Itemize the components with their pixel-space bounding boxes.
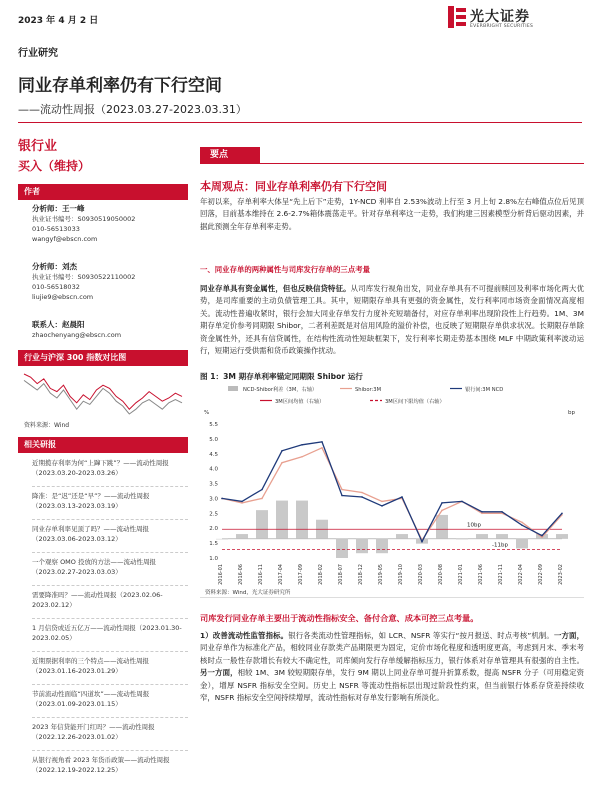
series-point [381, 505, 383, 507]
spread-bar [296, 501, 308, 539]
bottom-paragraph [200, 630, 584, 704]
figure-source: 资料来源：Wind，光大证券研究所 [205, 590, 291, 596]
series-line [222, 448, 562, 540]
bottom-text-1: 银行各类流动性管理指标，如 LCR、NSFR 等实行“按月报送、时点考核”机制。 [288, 631, 554, 640]
figure-container [200, 380, 584, 586]
x-tick-label: 2019-10 [398, 564, 404, 585]
x-tick-label: 2022-09 [538, 564, 544, 585]
legend-entry: NCD-Shibor利差（3M，右轴） [243, 387, 318, 393]
bottom-lead-3: 另一方面， [200, 668, 238, 678]
x-tick-label: 2016-06 [238, 564, 244, 585]
author-cert: 执业证书编号：S0930519050002 [32, 215, 136, 223]
y-tick-label: 3.0 [209, 496, 218, 503]
x-tick-label: 2017-09 [298, 564, 304, 585]
related-separator [32, 519, 188, 520]
author-phone: 010-56518032 [32, 283, 80, 291]
series-point [281, 462, 283, 464]
related-report-link[interactable]: 降准：是“迟”还是“早”？——流动性周报（2023.03.13-2023.03.19） [32, 492, 150, 510]
author-cert: 执业证书编号：S0930522110002 [32, 273, 136, 281]
spread-bar [216, 539, 228, 540]
mini-chart-header: 行业与沪深 300 指数对比图 [18, 350, 188, 366]
author-block [32, 204, 135, 244]
x-tick-label: 2016-01 [218, 564, 224, 585]
related-report-link[interactable]: 近期票据利率的三个特点——流动性周报（2023.01.16-2023.01.29） [32, 657, 149, 675]
intro-paragraph: 年初以来，存单利率大体呈“先上后下”走势，1Y-NCD 利率自 2.53%波动上行至 3 月上旬 2.8%左右峰值点位后见顶回落，目前基本维持在 2.6-2.7%箱体震荡走平。针对存单利率这一走势，我们构建三因素模型分析背后驱动因素，并据此预测全年存单利率走势。 [200, 197, 584, 231]
title-divider [18, 122, 582, 123]
series-point [301, 444, 303, 446]
figure-divider [200, 597, 584, 598]
series-point [361, 496, 363, 498]
series-point [221, 498, 223, 500]
series-point [421, 541, 423, 543]
spread-bar [276, 501, 288, 539]
logo-en: EVERBRIGHT SECURITIES [470, 24, 534, 29]
author-email[interactable]: wangyf@ebscn.com [32, 235, 98, 243]
x-tick-label: 2021-11 [498, 564, 504, 585]
x-tick-label: 2020-08 [438, 564, 444, 585]
series-point [241, 502, 243, 504]
legend-entry: Shibor:3M [355, 387, 382, 393]
viewpoint-heading: 本周观点：同业存单利率仍有下行空间 [200, 180, 387, 193]
annotation-label: -11bp [492, 542, 508, 549]
x-tick-label: 2019-05 [378, 564, 384, 585]
legend-entry: 3M区间下限均值（右轴） [385, 399, 445, 405]
spread-bar [556, 534, 568, 539]
authors-header: 作者 [18, 184, 188, 200]
x-tick-label: 2017-04 [278, 564, 284, 585]
related-report-link[interactable]: 需要降准吗？——流动性周报（2023.02.06-2023.02.12） [32, 591, 163, 609]
x-tick-label: 2021-06 [478, 564, 484, 585]
series-point [481, 513, 483, 515]
spread-bar [256, 510, 268, 539]
series-point [401, 496, 403, 498]
series-point [321, 447, 323, 449]
related-separator [32, 651, 188, 652]
author-block [32, 262, 135, 302]
point1-heading: 一、同业存单的两种属性与司库发行存单的三点考量 [200, 265, 370, 274]
legend-entry: 3M区间均值（右轴） [275, 399, 325, 405]
series-point [261, 489, 263, 491]
spread-bar [236, 534, 248, 539]
spread-bar [516, 539, 528, 549]
spread-bar [336, 539, 348, 558]
ncd-shibor-chart [200, 380, 584, 586]
related-report-link[interactable]: 1 月信贷或近五亿万——流动性周报（2023.01.30-2023.02.05） [32, 624, 182, 642]
x-tick-label: 2023-02 [558, 564, 564, 585]
y-tick-label: 4.5 [209, 451, 218, 458]
related-report-link[interactable]: 一个观察 OMO 投放的方法——流动性周报（2023.02.27-2023.03.03） [32, 558, 156, 576]
report-category: 行业研究 [18, 48, 58, 59]
x-tick-label: 2020-03 [418, 564, 424, 585]
x-tick-label: 2022-04 [518, 564, 524, 585]
series-point [381, 501, 383, 503]
industry-label: 银行业 [18, 139, 58, 154]
related-separator [32, 585, 188, 586]
y-tick-label: 2.5 [209, 511, 218, 518]
bottom-text-3: 相较 1M、3M 较短期限存单，发行 9M 期以上同业存单可提升折算系数，提高 NSFR 分子（可用稳定资金），增厚 NSFR 指标安全空间。历史上 NSFR 等流动性指标层出现过阶段性约束，但当前银行体系存贷差持续收窄，NSFR 指标安全空间持续增厚，流动性指标对存单发行影响有所淡化。 [200, 668, 584, 703]
series-point [341, 489, 343, 491]
x-tick-label: 2016-11 [258, 564, 264, 585]
rating-label: 买入（维持） [18, 159, 91, 173]
series-point [341, 495, 343, 497]
y-axis-label: % [204, 410, 210, 416]
y-tick-label: 3.5 [209, 481, 218, 488]
section-line [200, 163, 584, 164]
spread-bar [456, 539, 468, 540]
logo-cn: 光大证券 [470, 9, 530, 25]
x-tick-label: 2021-01 [458, 564, 464, 585]
series-point [441, 510, 443, 512]
point1-paragraph [200, 283, 584, 357]
related-header: 相关研报 [18, 437, 188, 453]
y-tick-label: 5.5 [209, 422, 218, 428]
x-tick-label: 2018-02 [318, 564, 324, 585]
series-point [301, 456, 303, 458]
point1-lead: 同业存单具有资金属性，但也反映信贷特征。 [200, 284, 351, 293]
bottom-lead-1: 1）改善流动性监管指标。 [200, 631, 289, 640]
related-separator [32, 618, 188, 619]
related-report-link[interactable]: 节前流动性面临“四道坎”——流动性周报（2023.01.09-2023.01.15） [32, 690, 150, 708]
spread-bar [356, 539, 368, 553]
page-subtitle: ——流动性周报（2023.03.27-2023.03.31） [18, 103, 247, 116]
legend-entry: 银行间:3M NCD [465, 387, 504, 393]
related-separator [32, 717, 188, 718]
series-point [481, 511, 483, 513]
spread-bar [376, 539, 388, 553]
y-tick-label: 2.0 [209, 526, 218, 533]
series-point [241, 501, 243, 503]
series-point [521, 524, 523, 526]
bottom-text-2: 同业存单作为标准化产品，相较同业存款类产品期限更为固定，定价市场化程度和透明度更高，考虑到月末、季末考核时点一般性存款增长有较大不确定性，司库倾向发行存单缓解指标压力，银行体系对存单管理具有很强的自主性。 [200, 643, 584, 665]
contact-email[interactable]: zhaochenyang@ebscn.com [32, 331, 122, 339]
spread-bar [436, 515, 448, 539]
related-report-link[interactable]: 同业存单利率见顶了吗？——流动性周报（2023.03.06-2023.03.12） [32, 525, 149, 543]
spread-bar [496, 534, 508, 539]
y-tick-label: 1.0 [209, 556, 218, 562]
annotation-label: 10bp [467, 522, 481, 529]
related-report-link[interactable]: 近期揽存利率为何“上蹿下跳”？——流动性周报（2023.03.20-2023.03.26） [32, 459, 169, 477]
point1-body: 从司库发行视角出发，同业存单具有不可提前赎回及利率市场化两大优势，是司库重要的主动负债管理工具。其中，短期限存单具有更强的资金属性，发行利率同市场资金面情况高度相关。流动性普遍收紧时，银行会加大同业存单发行力度补充短端备付，对应存单利率出现阶段性上行趋势。1M、3M 期存单定价参考同期限 Shibor，二者利差既是对信用风险的溢价补偿，也反映了短期限存单供求状况。长期限存单除资金属性外，还具有信贷属性，在结构性流动性短缺框架下，发行利率长期走势基本围绕 MLF 中期政策利率波动运行，短期运行受供需和货币政策操作扰动。 [200, 284, 584, 356]
contact-name: 联系人：赵晨阳 [32, 320, 85, 329]
bottom-lead-2: 一方面， [553, 631, 584, 640]
series-point [281, 450, 283, 452]
author-phone: 010-56513033 [32, 225, 80, 233]
series-point [541, 535, 543, 537]
spread-bar [476, 534, 488, 539]
everbright-logo-icon [448, 6, 466, 28]
series-point [501, 511, 503, 513]
related-separator [32, 750, 188, 751]
author-name: 分析师：刘杰 [32, 262, 77, 271]
y-tick-label: 1.5 [209, 541, 218, 548]
related-report-link[interactable]: 从银行视角看 2023 年货币政策——流动性周报（2022.12.19-2022.12.25） [32, 756, 170, 774]
page-title: 同业存单利率仍有下行空间 [18, 76, 222, 96]
figure-title: 图 1：3M 期存单利率锚定同期限 Shibor 运行 [200, 372, 363, 381]
bottom-heading: 司库发行同业存单主要出于流动性指标安全、备付合意、成本可控三点考量。 [200, 613, 479, 623]
series-point [361, 492, 363, 494]
author-name: 分析师：王一峰 [32, 204, 85, 213]
y-tick-label: 4.0 [209, 466, 218, 473]
related-separator [32, 684, 188, 685]
series-point [321, 441, 323, 443]
related-separator [32, 486, 188, 487]
y-right-label: bp [568, 410, 575, 416]
x-tick-label: 2018-12 [358, 564, 364, 585]
series-point [261, 498, 263, 500]
series-point [441, 502, 443, 504]
series-point [541, 536, 543, 538]
x-tick-label: 2018-07 [338, 564, 344, 585]
contact-block [32, 320, 121, 340]
series-point [521, 521, 523, 523]
series-point [461, 501, 463, 503]
related-report-link[interactable]: 2023 年信贷能开门红吗？——流动性周报（2022.12.26-2023.01.02） [32, 723, 155, 741]
spread-bar [396, 534, 408, 539]
mini-series-bank [24, 374, 182, 409]
report-date: 2023 年 4 月 2 日 [18, 16, 99, 26]
mini-chart-source: 资料来源：Wind [24, 422, 70, 429]
mini-index-chart [18, 368, 188, 420]
related-separator [32, 552, 188, 553]
section-tag: 要点 [200, 147, 260, 163]
series-point [561, 513, 563, 515]
series-line [222, 442, 562, 542]
y-tick-label: 5.0 [209, 436, 218, 443]
author-email[interactable]: liujie9@ebscn.com [32, 293, 94, 301]
legend-swatch [228, 386, 238, 391]
